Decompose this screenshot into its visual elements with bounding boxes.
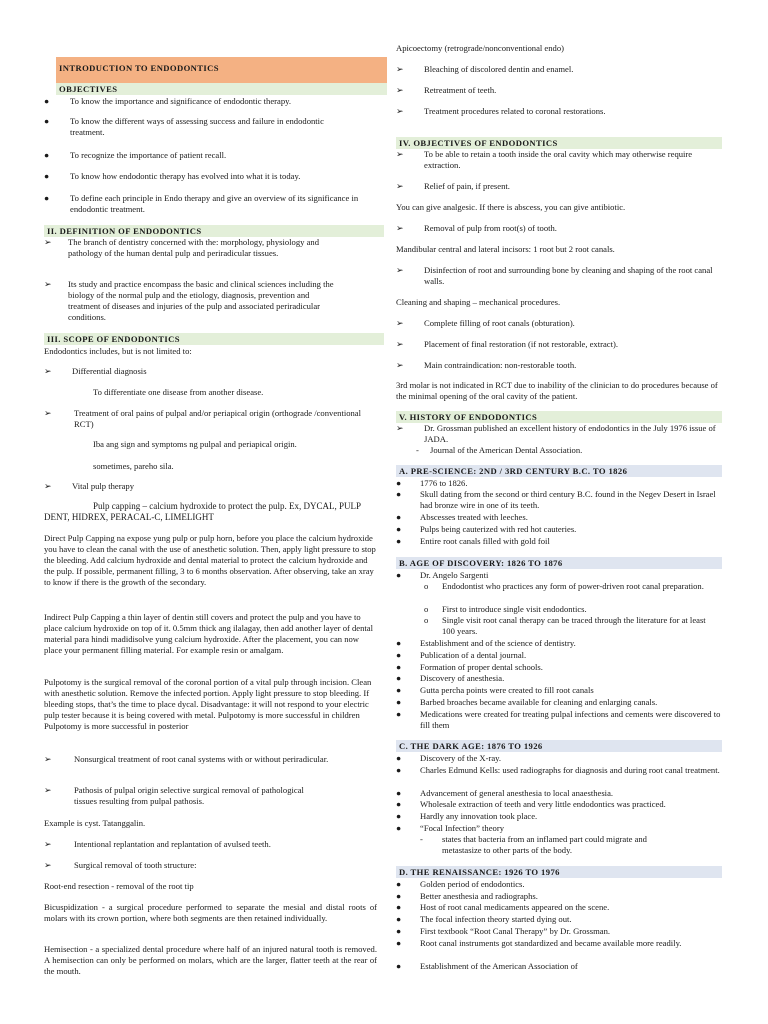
document-title: INTRODUCTION TO ENDODONTICS	[56, 57, 387, 84]
discovery-item: ● Barbed broaches became available for cleaning and enlarging canals.	[396, 697, 658, 707]
definition-item: ➢ Its study and practice encompass the basic and clinical sciences including the biology of the normal pulp and the etiology, diagnosis, prevention and treatment of diseases and injuries of the pulp and associated periradicular conditions.	[44, 279, 334, 322]
discovery-item: ● Discovery of anesthesia.	[396, 673, 505, 683]
indirect-pulp-capping: Indirect Pulp Capping a thin layer of dentin still covers and protect the pulp and you have to place calcium hydroxide on top of it. 0.5mm thick ang ilalagay, then add another layer of dental material para hindi madidisolve yung calcium hydroxide. After the placement, you can now place your permanent filling material. For example resin or amalgam.	[44, 612, 374, 655]
objective-item: ➢ Removal of pulp from root(s) of tooth.	[396, 223, 557, 233]
dark-age-item: ● “Focal Infection” theory	[396, 823, 504, 833]
prescience-item: ● Abscesses treated with leeches.	[396, 512, 528, 522]
dark-age-sub-item: - states that bacteria from an inflamed part could migrate and metastasize to other parts of the body.	[420, 834, 647, 855]
definition-item: ➢ The branch of dentistry concerned with the: morphology, physiology and pathology of the human dental pulp and periradicular tissues.	[44, 237, 319, 258]
renaissance-item: ● Golden period of endodontics.	[396, 879, 525, 889]
objective-item: ● To define each principle in Endo therapy and give an overview of its significance in endodontic treatment.	[44, 193, 359, 214]
scope-note: Iba ang sign and symptoms ng pulpal and periapical origin.	[93, 439, 297, 449]
apicoectomy: Apicoectomy (retrograde/nonconventional endo)	[396, 43, 564, 53]
scope-item: ➢ Retreatment of teeth.	[396, 85, 497, 95]
example-cyst: Example is cyst. Tatanggalin.	[44, 818, 146, 828]
third-molar-note: 3rd molar is not indicated in RCT due to inability of the clinician to do procedures because of the minimal opening of the oral cavity of the patient.	[396, 380, 718, 401]
objectives-endo-header: IV. OBJECTIVES OF ENDODONTICS	[396, 137, 722, 149]
dark-age-item: ● Charles Edmund Kells: used radiographs for diagnosis and during root canal treatment.	[396, 765, 720, 775]
dark-age-header: C. THE DARK AGE: 1876 TO 1926	[396, 740, 722, 752]
renaissance-header: D. THE RENAISSANCE: 1926 TO 1976	[396, 866, 722, 878]
scope-item: ➢ Intentional replantation and replantation of avulsed teeth.	[44, 839, 271, 849]
dark-age-item: ● Wholesale extraction of teeth and very little endodontics was practiced.	[396, 799, 666, 809]
objective-item: ➢ Disinfection of root and surrounding bone by cleaning and shaping of the root canal walls.	[396, 265, 713, 286]
renaissance-item: ● Better anesthesia and radiographs.	[396, 891, 538, 901]
discovery-sub-item: o Endodontist who practices any form of power-driven root canal preparation.	[424, 581, 704, 591]
renaissance-item: ● The focal infection theory started dying out.	[396, 914, 572, 924]
discovery-person: ● Dr. Angelo Sargenti	[396, 570, 489, 580]
renaissance-item: ● Host of root canal medicaments appeared on the scene.	[396, 902, 610, 912]
discovery-item: ● Establishment and of the science of dentistry.	[396, 638, 576, 648]
scope-item: ➢ Treatment procedures related to coronal restorations.	[396, 106, 606, 116]
objective-item: ➢ Placement of final restoration (if not restorable, extract).	[396, 339, 618, 349]
renaissance-item: ● Root canal instruments got standardized and became available more readily.	[396, 938, 682, 948]
discovery-header: B. AGE OF DISCOVERY: 1826 TO 1876	[396, 557, 722, 569]
discovery-item: ● Medications were created for treating pulpal infections and cements were discovered to fill them	[396, 709, 721, 730]
discovery-item: ● Formation of proper dental schools.	[396, 662, 543, 672]
scope-item: ➢ Differential diagnosis	[44, 366, 147, 376]
scope-item: ➢ Nonsurgical treatment of root canal systems with or without periradicular.	[44, 754, 329, 764]
discovery-sub-item: o First to introduce single visit endodontics.	[424, 604, 587, 614]
scope-note: sometimes, pareho sila.	[93, 461, 174, 471]
scope-item: ➢ Vital pulp therapy	[44, 481, 135, 491]
objective-item: ● To know how endodontic therapy has evolved into what it is today.	[44, 171, 301, 181]
scope-note: To differentiate one disease from another disease.	[93, 387, 264, 397]
analgesic-note: You can give analgesic. If there is abscess, you can give antibiotic.	[396, 202, 626, 212]
dark-age-item: ● Discovery of the X-ray.	[396, 753, 502, 763]
objective-item: ➢ To be able to retain a tooth inside the oral cavity which may otherwise require extraction.	[396, 149, 693, 170]
prescience-item: ● Entire root canals filled with gold foil	[396, 536, 550, 546]
direct-pulp-capping: Direct Pulp Capping na expose yung pulp or pulp horn, before you place the calcium hydroxide you have to clean the canal with the use of anesthetic solution. Then, apply light pressure to stop the bleeding. Add calcium hydroxide and dental material to protect the calcium hydroxide and the pulp. If possible, permanent filling, 3 to 6 months observation. After observing, take an xray to know if there is the growth of the secondary.	[44, 533, 376, 587]
prescience-item: ● Skull dating from the second or third century B.C. found in the Negev Desert in Israel had bronze wire in one of its teeth.	[396, 489, 716, 510]
objective-item: ● To know the different ways of assessing success and failure in endodontic treatment.	[44, 116, 324, 137]
mandibular-note: Mandibular central and lateral incisors: 1 root but 2 root canals.	[396, 244, 615, 254]
scope-item: ➢ Treatment of oral pains of pulpal and/or periapical origin (orthograde /conventional RCT)	[44, 408, 362, 429]
dark-age-item: ● Hardly any innovation took place.	[396, 811, 538, 821]
scope-intro: Endodontics includes, but is not limited to:	[44, 346, 192, 356]
prescience-header: A. PRE-SCIENCE: 2ND / 3RD CENTURY B.C. TO 1826	[396, 465, 722, 477]
history-header: V. HISTORY OF ENDODONTICS	[396, 411, 722, 423]
cleaning-note: Cleaning and shaping – mechanical procedures.	[396, 297, 561, 307]
bicuspidization: Bicuspidization - a surgical procedure performed to separate the mesial and distal roots of molars with its crown portion, where both segments are then retained individually.	[44, 902, 377, 923]
scope-item: ➢ Bleaching of discolored dentin and enamel.	[396, 64, 574, 74]
scope-item: ➢ Surgical removal of tooth structure:	[44, 860, 197, 870]
objectives-header: OBJECTIVES	[56, 83, 387, 95]
pulpotomy: Pulpotomy is the surgical removal of the coronal portion of a vital pulp through incision. Clean with anesthetic solution. Remove the infected portion. Apply light pressure to stop bleeding. If bleeding stops, that’s the time to place dycal. Disadvantage: it will not respond to your electric pulp tester because it is being covered with metal. Pulpotomy is more successful in children Pulpotomy is more successful in posterior	[44, 677, 372, 731]
prescience-item: ● Pulps being cauterized with red hot cauteries.	[396, 524, 577, 534]
scope-note: Pulp capping – calcium hydroxide to protect the pulp. Ex, DYCAL, PULP DENT, HIDREX, PERACAL-C, LIMELIGHT	[44, 501, 361, 522]
root-end-resection: Root-end resection - removal of the root tip	[44, 881, 194, 891]
dark-age-item: ● Advancement of general anesthesia to local anaesthesia.	[396, 788, 614, 798]
objective-item: ➢ Complete filling of root canals (obturation).	[396, 318, 575, 328]
renaissance-item: ● First textbook “Root Canal Therapy” by Dr. Grossman.	[396, 926, 611, 936]
discovery-sub-item: o Single visit root canal therapy can be traced through the literature for at least 100 years.	[424, 615, 706, 636]
definition-header: II. DEFINITION OF ENDODONTICS	[44, 225, 384, 237]
objective-item: ➢ Relief of pain, if present.	[396, 181, 510, 191]
discovery-item: ● Gutta percha points were created to fill root canals	[396, 685, 594, 695]
discovery-item: ● Publication of a dental journal.	[396, 650, 527, 660]
objective-item: ● To recognize the importance of patient recall.	[44, 150, 227, 160]
scope-header: III. SCOPE OF ENDODONTICS	[44, 333, 384, 345]
hemisection: Hemisection - a specialized dental procedure where half of an injured natural tooth is removed. A hemisection can only be performed on molars, which are the larger, flatter teeth at the rear of the mouth.	[44, 944, 377, 976]
objective-item: ● To know the importance and significance of endodontic therapy.	[44, 96, 292, 106]
objective-item: ➢ Main contraindication: non-restorable tooth.	[396, 360, 577, 370]
renaissance-item: ● Establishment of the American Association of	[396, 961, 578, 971]
prescience-item: ● 1776 to 1826.	[396, 478, 468, 488]
scope-item: ➢ Pathosis of pulpal origin selective surgical removal of pathological tissues resulting from pulpal pathosis.	[44, 785, 304, 806]
history-item: ➢ Dr. Grossman published an excellent history of endodontics in the July 1976 issue of JADA.	[396, 423, 716, 444]
history-sub-item: - Journal of the American Dental Association.	[416, 445, 583, 455]
